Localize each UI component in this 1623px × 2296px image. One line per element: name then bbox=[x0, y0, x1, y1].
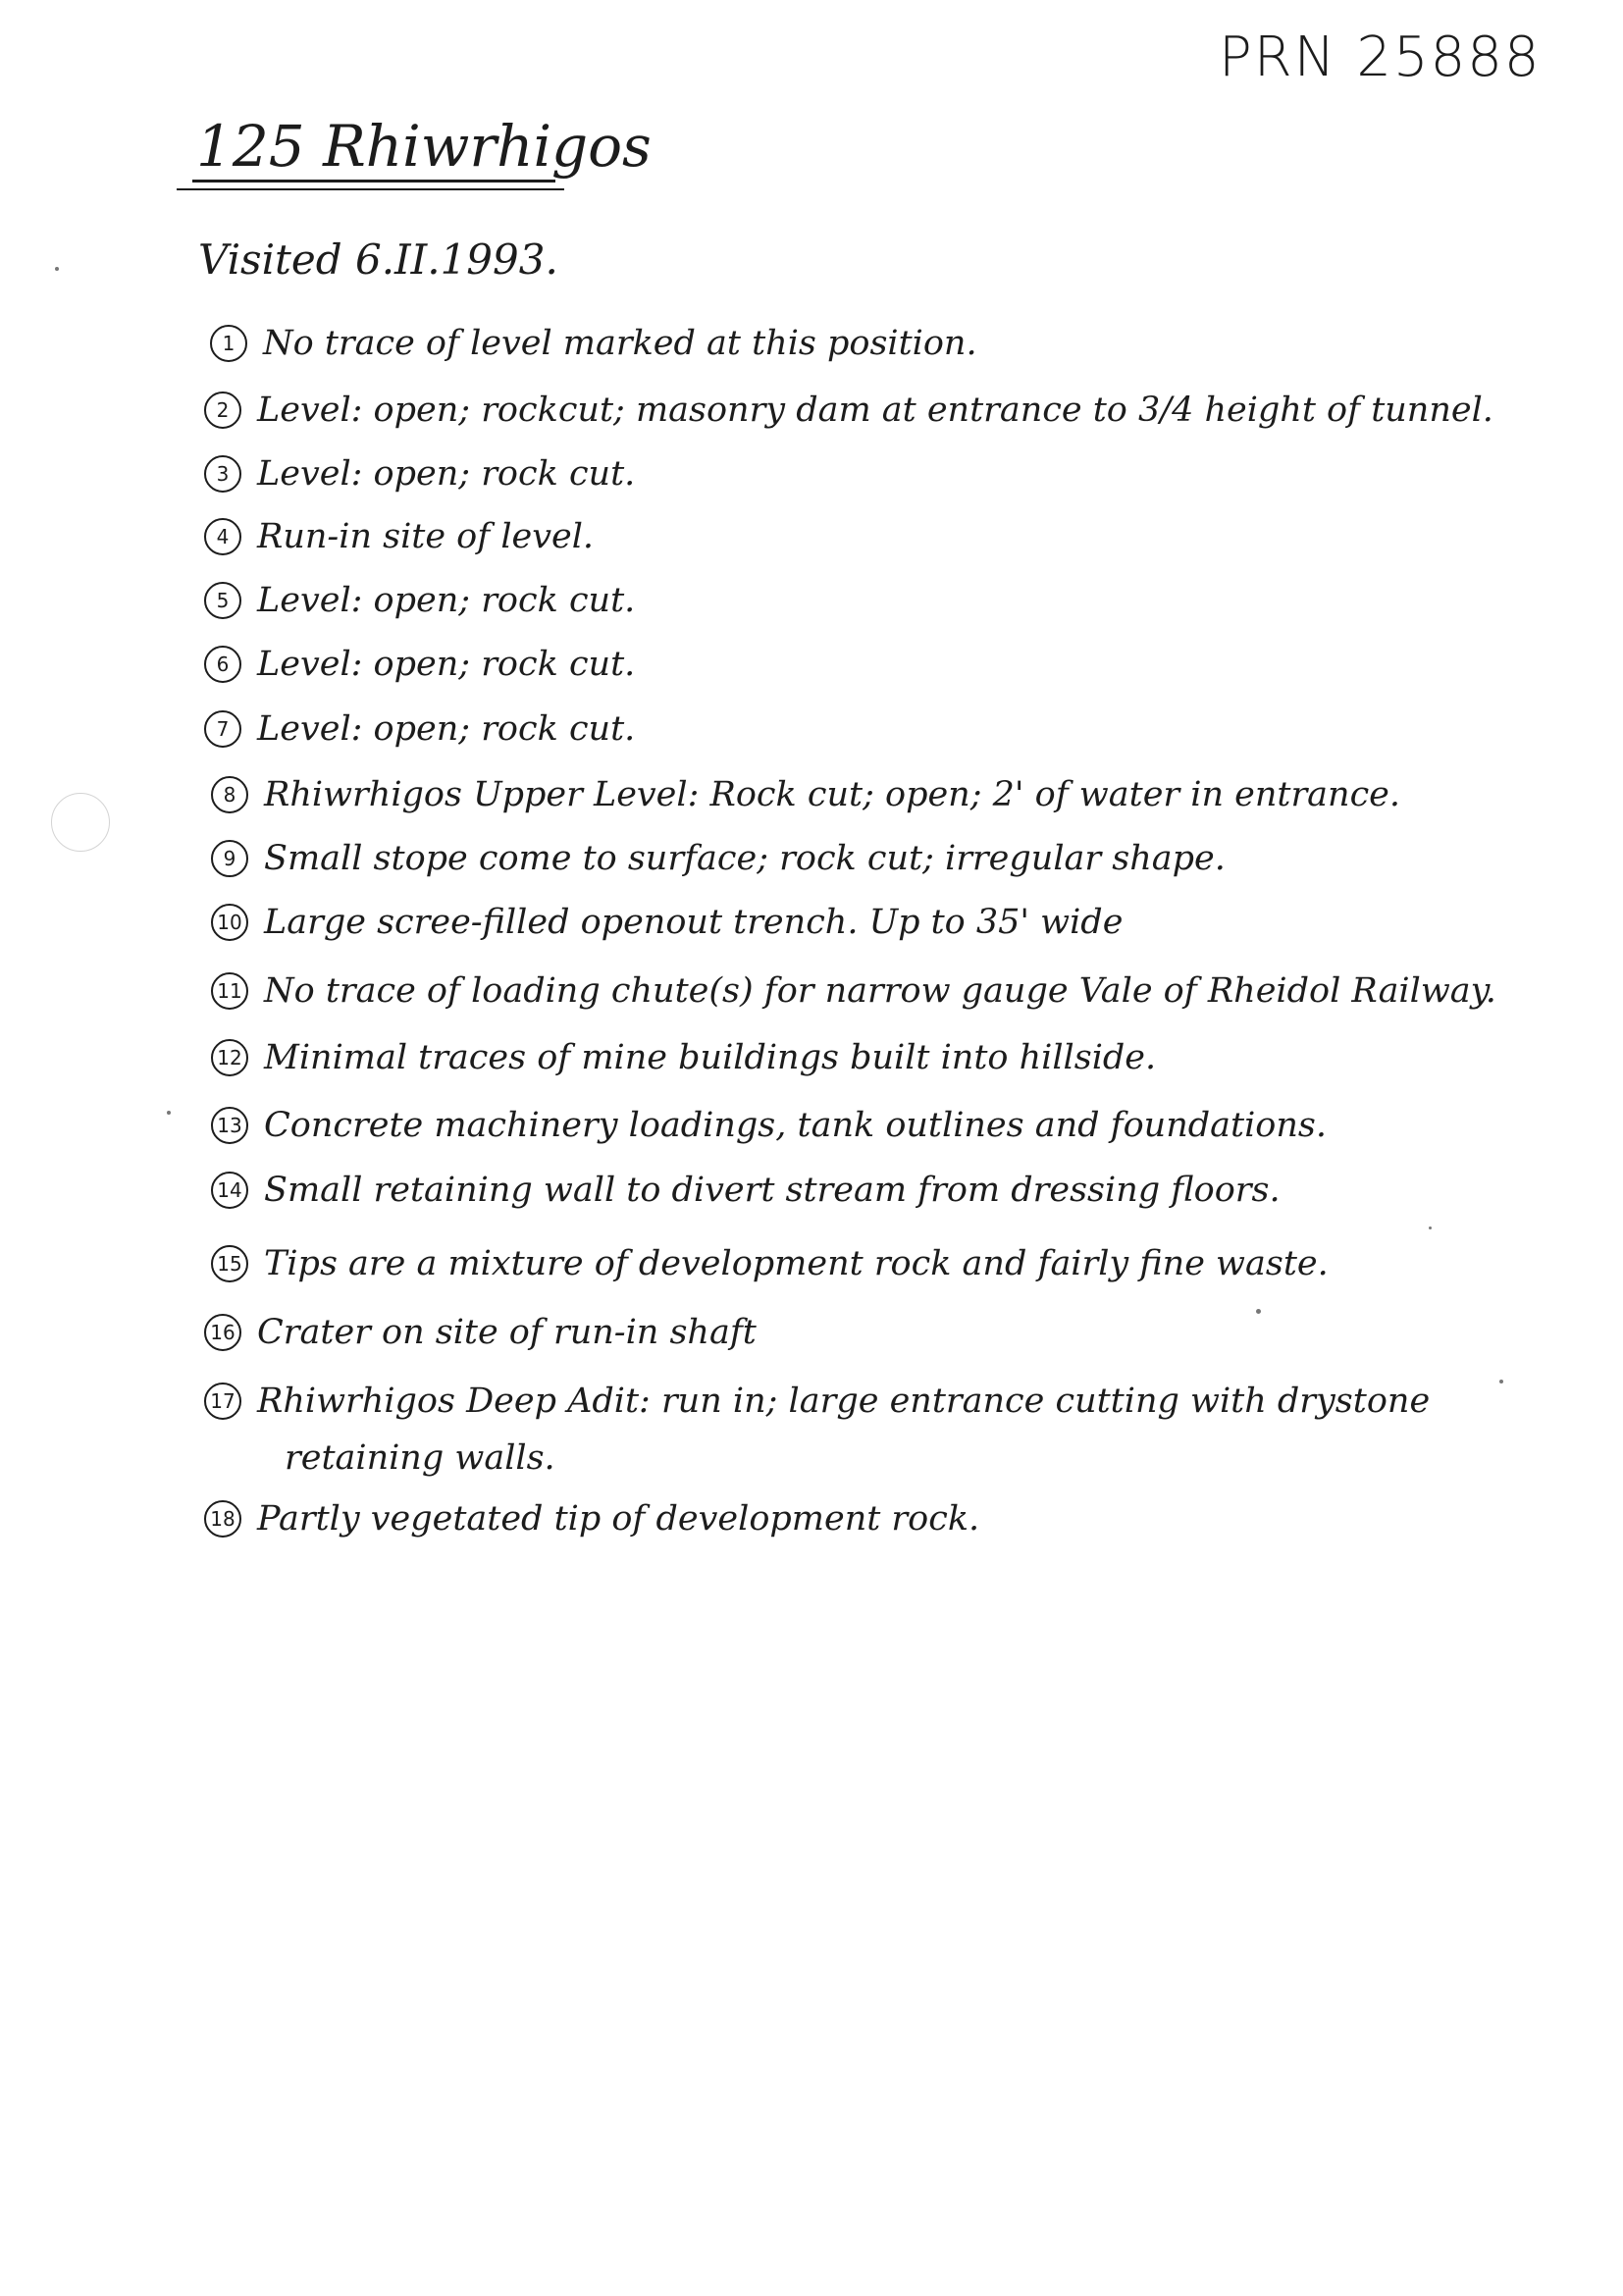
item-number-badge: 12 bbox=[211, 1039, 248, 1076]
item-number-badge: 6 bbox=[204, 646, 241, 683]
page-title: 125 Rhiwrhigos bbox=[196, 113, 652, 180]
item-text: Small retaining wall to divert stream from dressing floors. bbox=[264, 1171, 1281, 1210]
item-number-badge: 2 bbox=[204, 391, 241, 429]
scan-speck bbox=[1499, 1380, 1503, 1383]
list-item bbox=[204, 517, 594, 556]
item-number-badge: 18 bbox=[204, 1500, 241, 1538]
title-underline-second bbox=[177, 188, 564, 190]
item-number-badge: 7 bbox=[204, 710, 241, 748]
item-number-badge: 3 bbox=[204, 455, 241, 493]
scan-speck bbox=[1429, 1226, 1432, 1229]
list-item bbox=[211, 1244, 1329, 1283]
prn-reference: PRN 25888 bbox=[1219, 26, 1542, 89]
list-item bbox=[210, 324, 977, 363]
item-text: Minimal traces of mine buildings built into hillside. bbox=[264, 1038, 1157, 1077]
list-item bbox=[211, 903, 1123, 942]
list-item bbox=[204, 454, 635, 494]
punch-hole-mark bbox=[51, 793, 110, 852]
list-item bbox=[211, 1038, 1156, 1077]
item-text: No trace of level marked at this position. bbox=[263, 324, 977, 363]
item-text: Run-in site of level. bbox=[257, 517, 595, 556]
item-number-badge: 8 bbox=[211, 776, 248, 813]
title-underline bbox=[192, 180, 555, 183]
item-number-badge: 14 bbox=[211, 1172, 248, 1209]
list-item bbox=[204, 709, 635, 749]
item-number-badge: 15 bbox=[211, 1245, 248, 1282]
list-item bbox=[204, 391, 1493, 430]
list-item bbox=[211, 1171, 1281, 1210]
item-number-badge: 17 bbox=[204, 1383, 241, 1420]
list-item bbox=[211, 971, 1496, 1011]
item-number-badge: 9 bbox=[211, 840, 248, 877]
item-text: Concrete machinery loadings, tank outlines and foundations. bbox=[264, 1106, 1328, 1145]
item-number-badge: 16 bbox=[204, 1314, 241, 1351]
scan-speck bbox=[167, 1111, 171, 1115]
list-item bbox=[204, 1382, 1430, 1421]
item-number-badge: 11 bbox=[211, 972, 248, 1010]
list-item bbox=[204, 1499, 979, 1539]
visited-date: Visited 6.II.1993. bbox=[198, 235, 558, 284]
item-text: Level: open; rock cut. bbox=[257, 709, 636, 749]
item-text: Partly vegetated tip of development rock. bbox=[257, 1499, 980, 1539]
item-text: Level: open; rockcut; masonry dam at entrance to 3/4 height of tunnel. bbox=[257, 391, 1493, 430]
item-number-badge: 10 bbox=[211, 904, 248, 941]
list-item bbox=[211, 1106, 1327, 1145]
item-text: Crater on site of run-in shaft bbox=[257, 1313, 757, 1352]
item-text: Small stope come to surface; rock cut; irregular shape. bbox=[264, 839, 1226, 878]
list-item bbox=[211, 839, 1226, 878]
item-text: No trace of loading chute(s) for narrow gauge Vale of Rheidol Railway. bbox=[264, 971, 1496, 1011]
list-item bbox=[211, 775, 1400, 814]
item-text: Level: open; rock cut. bbox=[257, 454, 636, 494]
item-text: Rhiwrhigos Deep Adit: run in; large entrance cutting with drystone bbox=[257, 1382, 1431, 1421]
item-text: Large scree-filled openout trench. Up to 35' wide bbox=[264, 903, 1124, 942]
scan-speck bbox=[1256, 1309, 1261, 1314]
item-number-badge: 5 bbox=[204, 582, 241, 619]
list-item bbox=[204, 645, 635, 684]
list-item-continuation: retaining walls. bbox=[285, 1438, 555, 1478]
item-number-badge: 4 bbox=[204, 518, 241, 555]
item-text: Rhiwrhigos Upper Level: Rock cut; open; 2' of water in entrance. bbox=[264, 775, 1401, 814]
scan-speck bbox=[55, 267, 59, 271]
item-text: Level: open; rock cut. bbox=[257, 645, 636, 684]
item-text: Level: open; rock cut. bbox=[257, 581, 636, 620]
item-number-badge: 13 bbox=[211, 1107, 248, 1144]
list-item bbox=[204, 1313, 757, 1352]
list-item bbox=[204, 581, 635, 620]
item-text: Tips are a mixture of development rock and fairly fine waste. bbox=[264, 1244, 1329, 1283]
item-number-badge: 1 bbox=[210, 325, 247, 362]
